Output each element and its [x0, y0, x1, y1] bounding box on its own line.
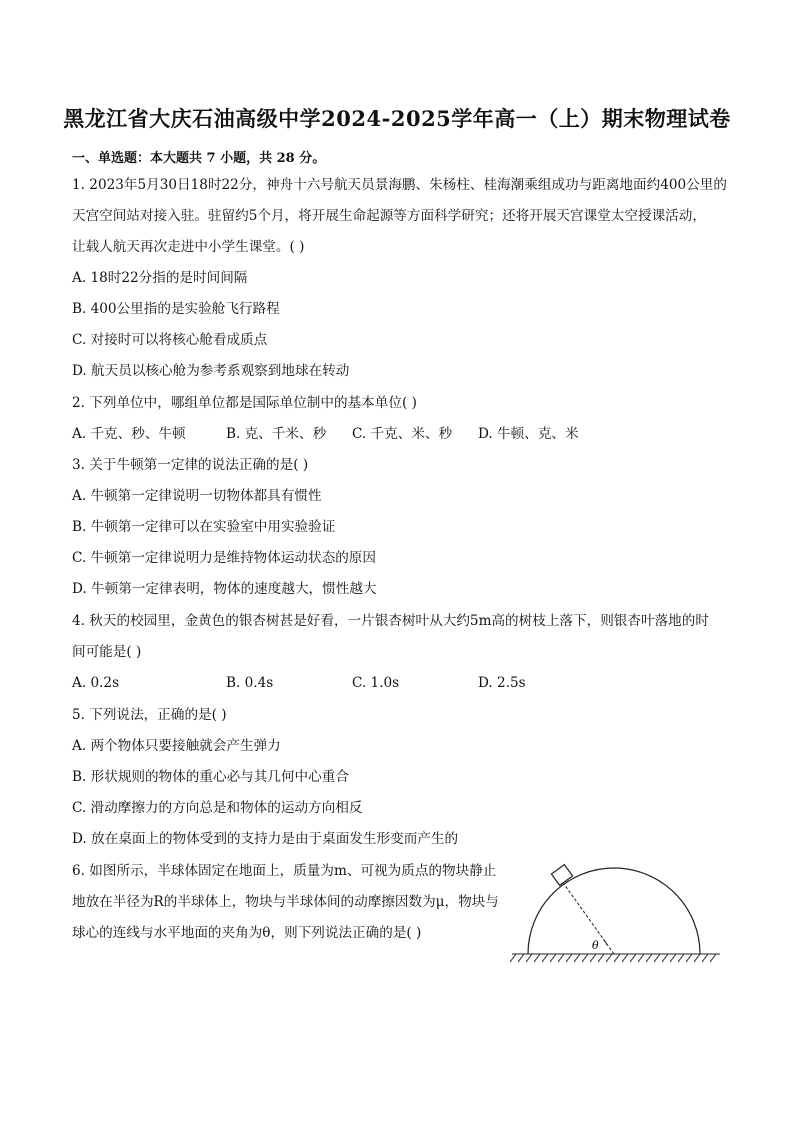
q5-option-d: D. 放在桌面上的物体受到的支持力是由于桌面发生形变而产生的 — [72, 831, 459, 847]
exam-title: 黑龙江省大庆石油高级中学2024-2025学年高一（上）期末物理试卷 — [63, 106, 731, 131]
ground-hatching — [510, 954, 720, 962]
hemisphere-figure — [508, 858, 724, 970]
q2-option-c: C. 千克、米、秒 — [352, 426, 453, 442]
q3-option-d: D. 牛顿第一定律表明，物体的速度越大，惯性越大 — [72, 581, 377, 597]
q2-option-b: B. 克、千米、秒 — [226, 426, 327, 442]
q1-option-a: A. 18时22分指的是时间间隔 — [72, 270, 248, 286]
q5-option-a: A. 两个物体只要接触就会产生弹力 — [72, 738, 281, 754]
q1-stem-line: 让载人航天再次走进中小学生课堂。( ) — [72, 239, 305, 255]
q4-option-c: C. 1.0s — [352, 675, 400, 691]
q5-stem: 5. 下列说法，正确的是( ) — [72, 707, 227, 723]
theta-label: θ — [592, 939, 599, 952]
q6-stem-line: 球心的连线与水平地面的夹角为θ，则下列说法正确的是( ) — [72, 925, 422, 941]
q4-option-b: B. 0.4s — [226, 675, 274, 691]
q4-option-a: A. 0.2s — [72, 675, 120, 691]
q1-stem-line: 天宫空间站对接入驻。驻留约5个月，将开展生命起源等方面科学研究；还将开展天宫课堂太空授课活动， — [72, 208, 706, 224]
q2-option-a: A. 千克、秒、牛顿 — [72, 426, 186, 442]
angle-arc — [604, 940, 607, 945]
q1-option-d: D. 航天员以核心舱为参考系观察到地球在转动 — [72, 363, 350, 379]
q5-option-c: C. 滑动摩擦力的方向总是和物体的运动方向相反 — [72, 800, 363, 816]
q1-stem-line: 1. 2023年5月30日18时22分，神舟十六号航天员景海鹏、朱杨柱、桂海潮乘组成功与距离地面约400公里的 — [72, 177, 727, 193]
q4-stem-line: 4. 秋天的校园里，金黄色的银杏树甚是好看，一片银杏树叶从大约5m高的树枝上落下，则银杏叶落地的时 — [72, 613, 709, 629]
q3-option-a: A. 牛顿第一定律说明一切物体都具有惯性 — [72, 488, 322, 504]
q6-stem-line: 6. 如图所示，半球体固定在地面上，质量为m、可视为质点的物块静止 — [72, 863, 497, 879]
q1-option-c: C. 对接时可以将核心舱看成质点 — [72, 332, 268, 348]
q4-option-d: D. 2.5s — [478, 675, 526, 691]
q3-option-c: C. 牛顿第一定律说明力是维持物体运动状态的原因 — [72, 550, 377, 566]
section-heading: 一、单选题：本大题共 7 小题，共 28 分。 — [72, 151, 326, 166]
q5-option-b: B. 形状规则的物体的重心必与其几何中心重合 — [72, 769, 349, 785]
q4-stem-line: 间可能是( ) — [72, 644, 142, 660]
block — [551, 865, 572, 886]
q3-option-b: B. 牛顿第一定律可以在实验室中用实验验证 — [72, 519, 336, 535]
q2-option-d: D. 牛顿、克、米 — [478, 426, 579, 442]
q2-stem: 2. 下列单位中，哪组单位都是国际单位制中的基本单位( ) — [72, 395, 417, 411]
q6-stem-line: 地放在半径为R的半球体上，物块与半球体间的动摩擦因数为μ，物块与 — [72, 894, 499, 910]
q3-stem: 3. 关于牛顿第一定律的说法正确的是( ) — [72, 457, 309, 473]
q1-option-b: B. 400公里指的是实验舱飞行路程 — [72, 301, 280, 317]
hemisphere-outline — [528, 868, 700, 954]
